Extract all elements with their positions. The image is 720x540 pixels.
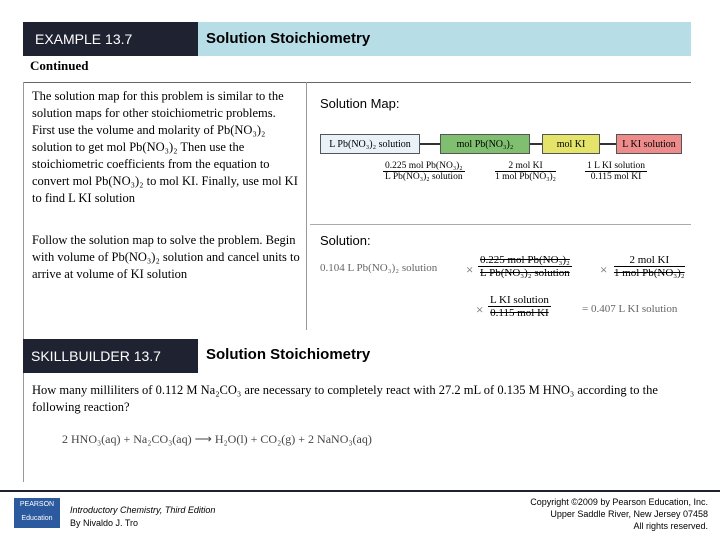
chemical-equation: 2 HNO₃(aq) + Na₂CO₃(aq) ⟶ H₂O(l) + CO₂(g) + 2 NaNO₃(aq) [62,432,372,446]
factor-numerator: 2 mol KI [495,161,556,172]
solution-factor [614,254,685,279]
continued-label: Continued [30,58,89,73]
example-title: Solution Stoichiometry [198,22,691,56]
skillbuilder-label: SKILLBUILDER 13.7 [23,339,198,373]
multiply-sign: × [476,302,484,317]
solution-map-explanation: The solution map for this problem is similar to the solution maps for other stoichiometric problems. First use the volume and molarity of Pb(NO₃)₂ solution to get mol Pb(NO₃)₂ Then use the stoichiometric coefficients from the equation to convert mol Pb(NO₃)₂ to mol KI. Finally, use mol KI to find L KI solution [32,89,298,205]
column-divider [306,82,307,330]
book-credit [70,504,215,530]
copyright-notice [450,496,708,532]
map-box-mol-pbno3: mol Pb(NO₃)₂ [440,134,530,154]
logo-line: Education [21,515,53,522]
solution-factor [478,254,572,279]
solution-explanation: Follow the solution map to solve the problem. Begin with volume of Pb(NO₃)₂ solution and cancel units to arrive at volume of KI solution [32,233,300,281]
logo-line: PEARSON [19,501,55,508]
conversion-factor [585,161,647,182]
conversion-factor [383,161,465,182]
copyright-line: Upper Saddle River, New Jersey 07458 [550,509,708,519]
pearson-logo [14,498,60,528]
solution-label: Solution: [320,233,371,248]
factor-denominator: L Pb(NO₃)₂ solution [480,267,570,279]
factor-denominator: 0.115 mol KI [490,307,549,319]
map-arrow [420,143,440,145]
example-label: EXAMPLE 13.7 [23,22,198,56]
factor-numerator: 1 L KI solution [587,161,645,171]
map-box-mol-ki: mol KI [542,134,600,154]
factor-denominator: L Pb(NO₃)₂ solution [385,172,463,182]
map-box-volume-pbno3: L Pb(NO₃)₂ solution [320,134,420,154]
map-arrow [600,143,616,145]
map-arrow [530,143,542,145]
factor-denominator: 1 mol Pb(NO₃)₂ [614,267,685,279]
solution-map-label: Solution Map: [320,96,400,111]
divider [310,224,691,225]
conversion-factor [495,161,556,182]
book-author: By Nivaldo J. Tro [70,518,139,528]
copyright-line: All rights reserved. [633,521,708,531]
solution-start-quantity: 0.104 L Pb(NO₃)₂ solution [320,262,438,274]
factor-numerator: 2 mol KI [614,254,685,267]
copyright-line: Copyright ©2009 by Pearson Education, Inc. [530,497,708,507]
skillbuilder-title: Solution Stoichiometry [206,346,371,363]
solution-factor [488,294,551,319]
multiply-sign: × [466,262,474,277]
left-border [23,82,24,482]
factor-denominator: 1 mol Pb(NO₃)₂ [495,172,556,182]
skillbuilder-question: How many milliliters of 0.112 M Na₂CO₃ are necessary to completely react with 27.2 mL of 0.135 M HNO₃ according to the following reaction? [32,383,658,414]
divider [23,82,691,83]
book-title: Introductory Chemistry, Third Edition [70,505,216,515]
factor-numerator: 0.225 mol Pb(NO₃)₂ [385,161,463,171]
footer-divider [0,490,720,492]
factor-numerator: L KI solution [490,294,549,306]
factor-numerator: 0.225 mol Pb(NO₃)₂ [480,254,570,266]
solution-result: = 0.407 L KI solution [582,303,678,315]
multiply-sign: × [600,262,608,277]
map-box-volume-ki: L KI solution [616,134,682,154]
factor-denominator: 0.115 mol KI [590,172,642,182]
